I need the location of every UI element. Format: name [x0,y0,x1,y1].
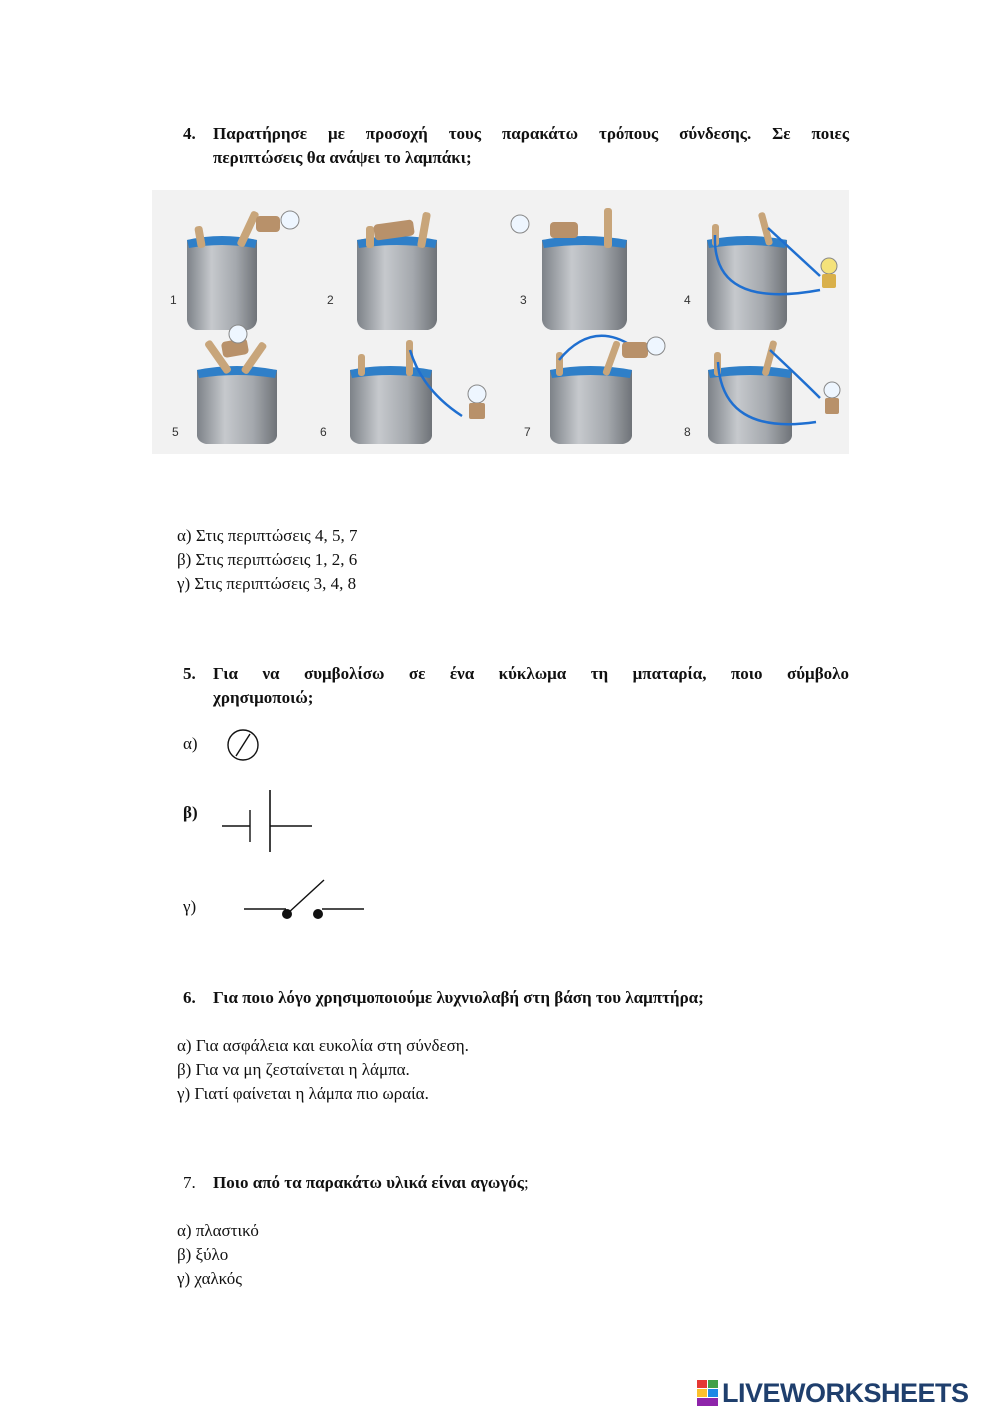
question-5-option-c[interactable]: γ) [183,897,197,916]
question-5-option-a[interactable]: α) [183,734,198,753]
question-6-option-c[interactable]: γ) Γιατί φαίνεται η λάμπα πιο ωραία. [177,1084,429,1103]
logo-text: LIVEWORKSHEETS [722,1377,969,1408]
liveworksheets-logo [697,1378,969,1408]
question-6: 6. Για ποιο λόγο χρησιμοποιούμε λυχνιολαβή στη βάση του λαμπτήρα; [183,988,704,1007]
question-6-options [177,1034,469,1106]
question-4-line2: περιπτώσεις θα ανάψει το λαμπάκι; [213,148,472,167]
circuit-figure [152,190,849,454]
question-6-option-a[interactable]: α) Για ασφάλεια και ευκολία στη σύνδεση. [177,1036,469,1055]
figure-label-3: 3 [520,293,527,307]
question-6-option-b[interactable]: β) Για να μη ζεσταίνεται η λάμπα. [177,1060,410,1079]
figure-label-4: 4 [684,293,691,307]
question-7: 7. Ποιο από τα παρακάτω υλικά είναι αγωγός; [183,1173,529,1192]
figure-label-5: 5 [172,425,179,439]
figure-label-6: 6 [320,425,327,439]
question-4 [183,122,849,170]
figure-label-8: 8 [684,425,691,439]
question-4-option-c[interactable]: γ) Στις περιπτώσεις 3, 4, 8 [177,574,357,593]
battery-symbol-icon [220,788,314,854]
question-4-line1: 4. Παρατήρησε με προσοχή τους παρακάτω τρόπους σύνδεσης. Σε ποιες [183,124,849,143]
figure-label-2: 2 [327,293,334,307]
figure-label-7: 7 [524,425,531,439]
question-5-option-b[interactable]: β) [183,803,198,822]
battery-2 [357,212,437,330]
logo-mark-icon [697,1380,719,1406]
question-4-option-b[interactable]: β) Στις περιπτώσεις 1, 2, 6 [177,550,358,569]
question-4-option-a[interactable]: α) Στις περιπτώσεις 4, 5, 7 [177,526,358,545]
question-7-option-c[interactable]: γ) χαλκός [177,1269,243,1288]
question-5-line1: 5. Για να συμβολίσω σε ένα κύκλωμα τη μπαταρία, ποιο σύμβολο [183,664,849,683]
question-7-options [177,1219,259,1291]
figure-label-1: 1 [170,293,177,307]
question-7-option-b[interactable]: β) ξύλο [177,1245,229,1264]
switch-symbol-icon [242,876,366,926]
question-5 [183,662,849,710]
question-5-line2: χρησιμοποιώ; [213,688,314,707]
lamp-symbol-icon [226,728,262,764]
question-4-options [177,524,358,596]
question-7-option-a[interactable]: α) πλαστικό [177,1221,259,1240]
